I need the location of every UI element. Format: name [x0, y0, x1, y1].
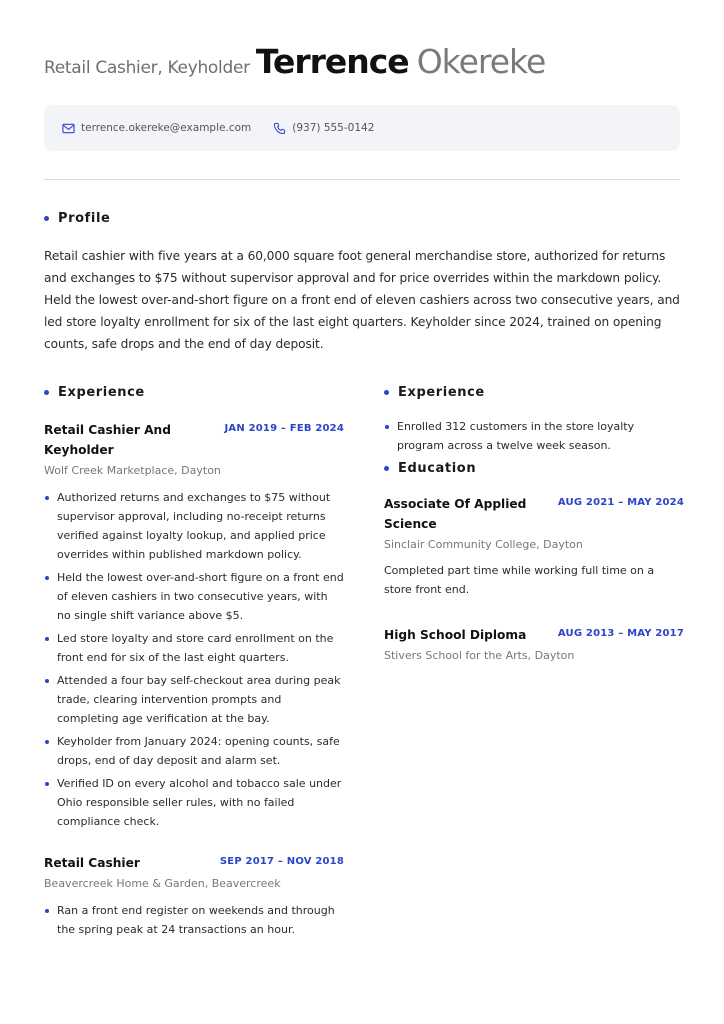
job-employer — [44, 876, 344, 892]
envelope-icon — [62, 122, 75, 135]
experience-continued-heading — [384, 385, 684, 400]
education-heading-text: Education — [398, 461, 477, 476]
job-role: Retail Cashier, Keyholder — [44, 58, 250, 78]
resume-header — [44, 42, 684, 86]
job-entry — [44, 420, 344, 831]
list-item: Ran a front end register on weekends and through the spring peak at 24 transactions an hour. — [44, 901, 344, 939]
first-name: Terrence — [255, 42, 409, 81]
education-dates: AUG 2013 – MAY 2017 — [557, 628, 684, 639]
employer-location: , Beavercreek — [204, 877, 281, 890]
education-header — [384, 494, 684, 534]
school-location: , Dayton — [527, 649, 575, 662]
degree-title: Associate Of Applied Science — [384, 497, 527, 531]
contact-bar — [44, 105, 680, 151]
heading-dot-icon — [384, 466, 389, 471]
list-item: Keyholder from January 2024: opening counts, safe drops, end of day deposit and alarm set. — [44, 732, 344, 770]
education-entry — [384, 494, 684, 599]
header-divider — [44, 179, 680, 180]
experience-continued-bullets — [384, 417, 684, 455]
job-header — [44, 853, 344, 873]
employer-name: Wolf Creek Marketplace — [44, 464, 175, 477]
phone-contact[interactable] — [273, 122, 374, 135]
list-item: Attended a four bay self-checkout area during peak trade, clearing intervention prompts and completing age verification at the bay. — [44, 671, 344, 728]
job-header — [44, 420, 344, 460]
job-entry — [44, 853, 344, 939]
degree-title: High School Diploma — [384, 628, 527, 642]
right-column — [384, 385, 684, 664]
experience-heading — [44, 385, 344, 400]
education-entry — [384, 625, 684, 664]
school-line — [384, 648, 684, 664]
job-bullets — [44, 901, 344, 939]
experience-continued-heading-text: Experience — [398, 385, 485, 400]
profile-heading-text: Profile — [58, 211, 111, 226]
job-bullets — [44, 488, 344, 831]
left-column — [44, 385, 344, 943]
education-heading — [384, 461, 684, 476]
list-item: Authorized returns and exchanges to $75 without supervisor approval, including no-receipt returns verified against loyalty lookup, and applied price overrides within published markdown policy. — [44, 488, 344, 564]
employer-location: , Dayton — [174, 464, 221, 477]
list-item: Led store loyalty and store card enrollment on the front end for six of the last eight quarters. — [44, 629, 344, 667]
school-name: Stivers School for the Arts — [384, 649, 528, 662]
phone-text: (937) 555-0142 — [292, 122, 375, 134]
education-dates: AUG 2021 – MAY 2024 — [557, 497, 684, 508]
job-title: Retail Cashier — [44, 856, 140, 870]
profile-heading — [44, 211, 110, 226]
employer-name: Beavercreek Home & Garden — [44, 877, 205, 890]
job-employer — [44, 463, 344, 479]
job-dates: SEP 2017 – NOV 2018 — [219, 856, 344, 867]
heading-dot-icon — [384, 390, 389, 395]
email-contact[interactable] — [62, 122, 251, 135]
list-item: Enrolled 312 customers in the store loyalty program across a twelve week season. — [384, 417, 684, 455]
profile-summary: Retail cashier with five years at a 60,000 square foot general merchandise store, authorized for returns and exchanges to $75 without supervisor approval and for price overrides within the markdown policy. Held the lowest over-and-short figure on a front end of eleven cashiers across two consecutive years, and led store loyalty enrollment for six of the last eight quarters. Keyholder since 2024, trained on opening counts, safe drops and the end of day deposit. — [44, 249, 680, 351]
education-description: Completed part time while working full time on a store front end. — [384, 564, 655, 596]
list-item: Held the lowest over-and-short figure on a front end of eleven cashiers in two consecutive years, with no single shift variance above $5. — [44, 568, 344, 625]
school-name: Sinclair Community College — [384, 538, 537, 551]
list-item: Verified ID on every alcohol and tobacco sale under Ohio responsible seller rules, with no failed compliance check. — [44, 774, 344, 831]
experience-heading-text: Experience — [58, 385, 145, 400]
job-title: Retail Cashier And Keyholder — [44, 423, 171, 457]
heading-dot-icon — [44, 216, 49, 221]
school-line — [384, 537, 684, 553]
last-name: Okereke — [416, 42, 546, 81]
heading-dot-icon — [44, 390, 49, 395]
job-dates: JAN 2019 – FEB 2024 — [224, 423, 344, 434]
phone-icon — [273, 122, 286, 135]
school-location: , Dayton — [536, 538, 583, 551]
education-header — [384, 625, 684, 645]
email-text: terrence.okereke@example.com — [81, 122, 252, 134]
